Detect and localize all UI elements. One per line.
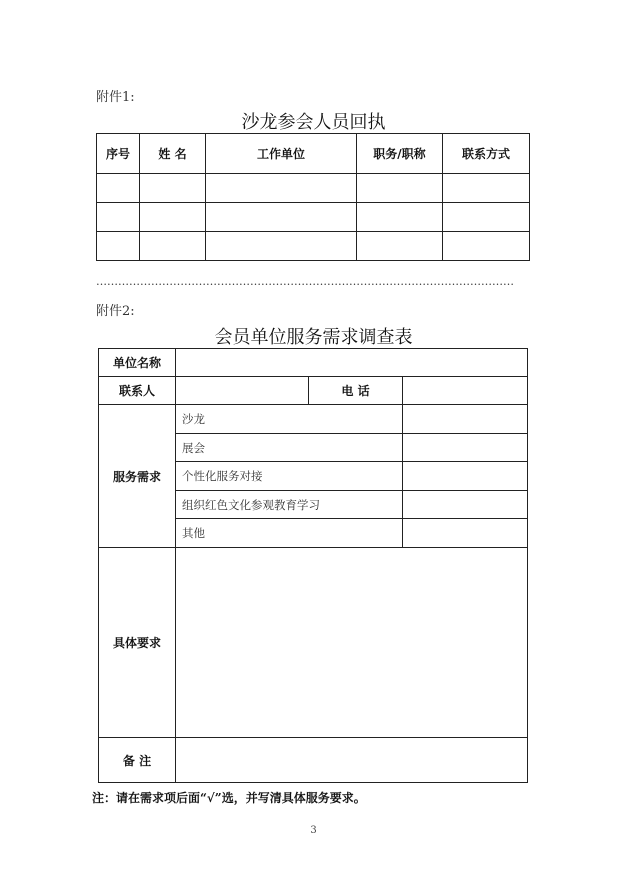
unit-name-field[interactable] <box>176 349 528 377</box>
page-number: 3 <box>310 825 317 836</box>
cell-name[interactable] <box>140 203 206 232</box>
header-name: 姓 名 <box>140 134 206 174</box>
contact-label: 联系人 <box>99 377 176 405</box>
cell-work-unit[interactable] <box>206 203 357 232</box>
cell-seq[interactable] <box>97 174 140 203</box>
note-text: 注：请在需求项后面“√”选，并写清具体服务要求。 <box>92 791 366 805</box>
service-option-salon: 沙龙 <box>176 405 403 434</box>
attachment1-title: 沙龙参会人员回执 <box>241 112 386 133</box>
header-position: 职务/职称 <box>357 134 443 174</box>
service-option-exhibition: 展会 <box>176 434 403 462</box>
header-seq: 序号 <box>97 134 140 174</box>
table-row <box>97 232 530 261</box>
phone-label: 电 话 <box>309 377 403 405</box>
survey-table <box>98 348 528 783</box>
service-option-personalized: 个性化服务对接 <box>176 462 403 491</box>
cell-seq[interactable] <box>97 203 140 232</box>
requirements-label: 具体要求 <box>99 548 176 738</box>
remarks-label: 备 注 <box>99 738 176 783</box>
cell-position[interactable] <box>357 203 443 232</box>
cell-seq[interactable] <box>97 232 140 261</box>
cell-contact[interactable] <box>443 203 530 232</box>
header-work-unit: 工作单位 <box>206 134 357 174</box>
cell-position[interactable] <box>357 174 443 203</box>
header-contact: 联系方式 <box>443 134 530 174</box>
remarks-field[interactable] <box>176 738 528 783</box>
attendee-table <box>96 133 530 261</box>
table-row <box>97 203 530 232</box>
service-check-salon[interactable] <box>403 405 528 434</box>
table-row <box>97 174 530 203</box>
contact-field[interactable] <box>176 377 309 405</box>
cell-position[interactable] <box>357 232 443 261</box>
attachment2-label: 附件2: <box>96 304 135 319</box>
attachment1-label: 附件1: <box>96 90 135 105</box>
cell-work-unit[interactable] <box>206 174 357 203</box>
requirements-field[interactable] <box>176 548 528 738</box>
cell-name[interactable] <box>140 174 206 203</box>
cell-name[interactable] <box>140 232 206 261</box>
service-check-exhibition[interactable] <box>403 434 528 462</box>
service-option-red-culture: 组织红色文化参观教育学习 <box>176 491 403 519</box>
service-needs-label: 服务需求 <box>99 405 176 548</box>
phone-field[interactable] <box>403 377 528 405</box>
separator-line: …………………………………………………………………………………………………… <box>96 275 514 288</box>
cell-contact[interactable] <box>443 232 530 261</box>
service-check-other[interactable] <box>403 519 528 548</box>
cell-work-unit[interactable] <box>206 232 357 261</box>
service-check-personalized[interactable] <box>403 462 528 491</box>
attachment2-title: 会员单位服务需求调查表 <box>214 327 413 348</box>
cell-contact[interactable] <box>443 174 530 203</box>
service-check-red-culture[interactable] <box>403 491 528 519</box>
service-option-other: 其他 <box>176 519 403 548</box>
unit-name-label: 单位名称 <box>99 349 176 377</box>
